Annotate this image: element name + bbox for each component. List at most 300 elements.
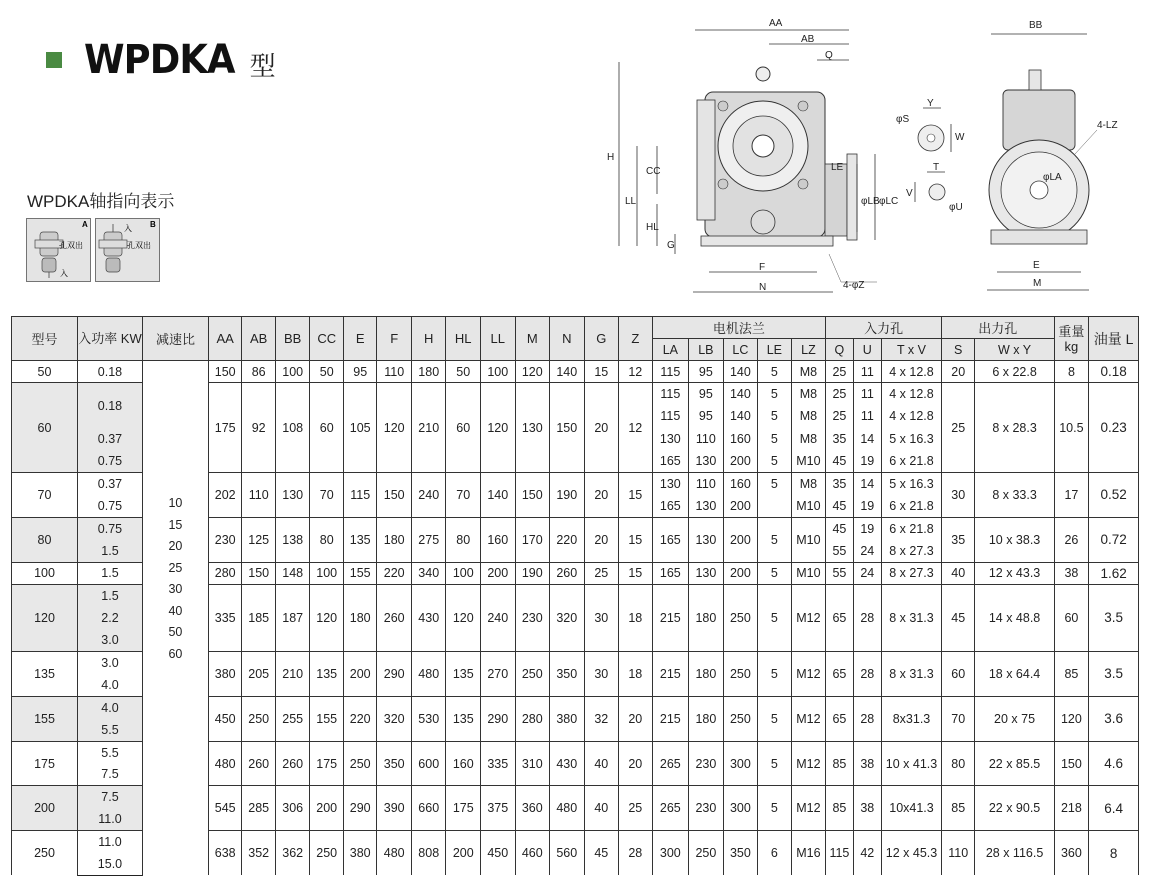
header-dim: LL (481, 317, 516, 361)
cell-oil: 1.62 (1089, 562, 1139, 584)
cell-input: 10 x 41.3 (882, 741, 942, 786)
cell-dim: 110 (377, 361, 412, 383)
cell-flange: M12 (791, 741, 826, 786)
cell-dim: 450 (481, 831, 516, 876)
cell-dim: 100 (481, 361, 516, 383)
cell-model: 70 (12, 472, 78, 517)
cell-oil: 3.5 (1089, 652, 1139, 697)
cell-input: 42 (853, 831, 881, 876)
cell-dim: 155 (310, 696, 344, 741)
cell-dim: 160 (481, 517, 516, 562)
cell-flange: 215 (652, 652, 689, 697)
cell-power: 5.5 (77, 741, 142, 763)
cell-dim: 50 (310, 361, 344, 383)
cell-dim: 306 (275, 786, 310, 831)
cell-power: 11.0 (77, 808, 142, 830)
cell-dim: 150 (208, 361, 242, 383)
cell-weight: 218 (1054, 786, 1089, 831)
cell-dim: 210 (275, 652, 310, 697)
cell-dim: 220 (550, 517, 585, 562)
cell-flange: 95 (689, 405, 724, 427)
cell-output: 14 x 48.8 (975, 584, 1054, 651)
cell-dim: 15 (584, 361, 619, 383)
cell-dim: 86 (242, 361, 276, 383)
cell-power: 3.0 (77, 652, 142, 674)
cell-flange: M12 (791, 584, 826, 651)
ratio-value: 60 (168, 646, 183, 661)
cell-flange: 5 (758, 584, 792, 651)
cell-flange: 180 (689, 652, 724, 697)
cell-dim: 280 (515, 696, 550, 741)
cell-flange: 115 (652, 361, 689, 383)
cell-dim: 430 (550, 741, 585, 786)
ratio-value: 30 (168, 582, 183, 596)
cell-power: 0.75 (77, 517, 142, 539)
cell-dim: 25 (584, 562, 619, 584)
ratio-value: 15 (168, 517, 183, 532)
spec-table-body (12, 361, 1139, 876)
cell-flange: 265 (652, 741, 689, 786)
header-flange-group: 电机法兰 (652, 317, 826, 339)
cell-dim: 20 (619, 741, 653, 786)
cell-flange: 5 (758, 361, 792, 383)
cell-dim: 205 (242, 652, 276, 697)
cell-output: 22 x 85.5 (975, 741, 1054, 786)
header-dim: AA (208, 317, 242, 361)
cell-input: 38 (853, 786, 881, 831)
cell-input: 65 (826, 652, 853, 697)
cell-dim: 352 (242, 831, 276, 876)
cell-flange: 5 (758, 517, 792, 562)
cell-power: 11.0 (77, 831, 142, 853)
cell-dim: 25 (619, 786, 653, 831)
cell-dim: 155 (343, 562, 377, 584)
cell-output: 8 x 33.3 (975, 472, 1054, 517)
cell-dim: 18 (619, 652, 653, 697)
cell-output: 12 x 43.3 (975, 562, 1054, 584)
cell-dim: 92 (242, 383, 276, 473)
shaft-direction-diagram (26, 218, 160, 282)
cell-dim: 187 (275, 584, 310, 651)
cell-input: 19 (853, 517, 881, 539)
dim-label-m: M (1033, 278, 1042, 289)
cell-dim: 320 (550, 584, 585, 651)
cell-flange: 200 (723, 517, 758, 562)
cell-flange: 265 (652, 786, 689, 831)
header-dim: N (550, 317, 585, 361)
cell-dim: 290 (481, 696, 516, 741)
cell-flange: 165 (652, 495, 689, 517)
cell-output: 22 x 90.5 (975, 786, 1054, 831)
cell-flange: 6 (758, 831, 792, 876)
cell-dim: 180 (377, 517, 412, 562)
cell-input: 4 x 12.8 (882, 361, 942, 383)
cell-dim: 135 (446, 696, 481, 741)
cell-weight: 85 (1054, 652, 1089, 697)
cell-flange: 130 (689, 517, 724, 562)
cell-dim: 260 (275, 741, 310, 786)
cell-output: 8 x 28.3 (975, 383, 1054, 473)
cell-output: 40 (941, 562, 975, 584)
cell-flange: 130 (689, 450, 724, 472)
cell-dim: 60 (446, 383, 481, 473)
dim-label-lz: 4-LZ (1097, 120, 1118, 131)
cell-power: 7.5 (77, 764, 142, 786)
cell-dim: 20 (619, 696, 653, 741)
cell-weight: 360 (1054, 831, 1089, 876)
cell-dim: 100 (446, 562, 481, 584)
cell-dim: 40 (584, 786, 619, 831)
cell-flange: M10 (791, 562, 826, 584)
cell-dim: 80 (446, 517, 481, 562)
title-suffix: 型 (249, 51, 276, 81)
cell-flange: 130 (652, 472, 689, 494)
cell-dim: 220 (343, 696, 377, 741)
cell-input: 28 (853, 652, 881, 697)
cell-input: 6 x 21.8 (882, 517, 942, 539)
cell-model: 135 (12, 652, 78, 697)
direction-tag-a: A (82, 220, 88, 229)
header-output-group: 出力孔 (941, 317, 1054, 339)
cell-dim: 120 (481, 383, 516, 473)
cell-dim: 202 (208, 472, 242, 517)
cell-power: 2.2 (77, 607, 142, 629)
cell-flange: 130 (689, 495, 724, 517)
header-power: 入功率 KW (77, 317, 142, 361)
cell-dim: 280 (208, 562, 242, 584)
cell-dim: 20 (584, 517, 619, 562)
dim-label-s: φS (896, 114, 910, 125)
cell-dim: 360 (515, 786, 550, 831)
dim-label-bb: BB (1029, 20, 1043, 31)
cell-dim: 175 (446, 786, 481, 831)
cell-dim: 12 (619, 383, 653, 473)
cell-flange: 230 (689, 786, 724, 831)
header-dim: AB (242, 317, 276, 361)
cell-dim: 20 (584, 472, 619, 517)
cell-model: 200 (12, 786, 78, 831)
cell-input: 5 x 16.3 (882, 428, 942, 450)
header-dim: BB (275, 317, 310, 361)
cell-weight: 8 (1054, 361, 1089, 383)
cell-dim: 220 (377, 562, 412, 584)
cell-flange: 110 (689, 472, 724, 494)
header-output: W x Y (975, 339, 1054, 361)
cell-flange: 5 (758, 428, 792, 450)
cell-dim: 255 (275, 696, 310, 741)
cell-input: 55 (826, 562, 853, 584)
cell-flange: 130 (689, 562, 724, 584)
cell-dim: 250 (343, 741, 377, 786)
cell-dim: 230 (208, 517, 242, 562)
cell-dim: 120 (515, 361, 550, 383)
cell-dim: 20 (584, 383, 619, 473)
cell-input: 8 x 31.3 (882, 652, 942, 697)
ratio-value: 50 (168, 625, 183, 639)
cell-power: 5.5 (77, 719, 142, 741)
cell-weight: 38 (1054, 562, 1089, 584)
cell-power: 1.5 (77, 540, 142, 562)
ratio-value: 10 (168, 496, 183, 510)
dim-label-hl: HL (646, 222, 659, 233)
cell-input: 10x41.3 (882, 786, 942, 831)
header-dim: M (515, 317, 550, 361)
cell-dim: 30 (584, 584, 619, 651)
cell-input: 8 x 31.3 (882, 584, 942, 651)
cell-power: 0.75 (77, 450, 142, 472)
cell-flange: 165 (652, 450, 689, 472)
cell-model: 155 (12, 696, 78, 741)
cell-weight: 10.5 (1054, 383, 1089, 473)
cell-flange: M10 (791, 450, 826, 472)
cell-dim: 170 (515, 517, 550, 562)
cell-output: 30 (941, 472, 975, 517)
cell-flange: 5 (758, 383, 792, 405)
cell-flange: M8 (791, 428, 826, 450)
cell-dim: 135 (446, 652, 481, 697)
cell-dim: 135 (343, 517, 377, 562)
cell-dim: 260 (242, 741, 276, 786)
cell-dim: 70 (310, 472, 344, 517)
cell-dim: 40 (584, 741, 619, 786)
cell-flange: 5 (758, 696, 792, 741)
cell-flange: M12 (791, 696, 826, 741)
cell-output: 10 x 38.3 (975, 517, 1054, 562)
cell-output: 70 (941, 696, 975, 741)
cell-output: 18 x 64.4 (975, 652, 1054, 697)
cell-flange: 130 (652, 428, 689, 450)
header-weight: 重量 kg (1054, 317, 1089, 361)
cell-input: 85 (826, 741, 853, 786)
cell-weight: 17 (1054, 472, 1089, 517)
cell-flange: 140 (723, 405, 758, 427)
cell-flange: M16 (791, 831, 826, 876)
cell-dim: 120 (310, 584, 344, 651)
dim-label-lb: φLB (861, 196, 880, 207)
cell-dim: 95 (343, 361, 377, 383)
cell-flange: 5 (758, 405, 792, 427)
cell-flange: 160 (723, 472, 758, 494)
cell-dim: 480 (550, 786, 585, 831)
direction-in-a: 入 (60, 269, 68, 278)
cell-dim: 530 (411, 696, 446, 741)
cell-dim: 180 (343, 584, 377, 651)
dim-label-g: G (667, 240, 675, 251)
cell-flange: M8 (791, 361, 826, 383)
cell-flange: 115 (652, 383, 689, 405)
cell-dim: 70 (446, 472, 481, 517)
cell-ratio (142, 361, 208, 876)
cell-input: 6 x 21.8 (882, 495, 942, 517)
cell-dim: 190 (550, 472, 585, 517)
cell-dim: 15 (619, 472, 653, 517)
cell-flange: 250 (689, 831, 724, 876)
cell-input: 24 (853, 562, 881, 584)
cell-dim: 350 (377, 741, 412, 786)
header-dim: F (377, 317, 412, 361)
cell-dim: 105 (343, 383, 377, 473)
cell-dim: 450 (208, 696, 242, 741)
cell-dim: 240 (481, 584, 516, 651)
cell-dim: 175 (208, 383, 242, 473)
cell-power: 15.0 (77, 853, 142, 875)
cell-dim: 100 (310, 562, 344, 584)
cell-flange: M12 (791, 652, 826, 697)
cell-flange: 180 (689, 696, 724, 741)
cell-input: 14 (853, 428, 881, 450)
side-view (987, 34, 1097, 290)
cell-input: 11 (853, 405, 881, 427)
cell-input: 65 (826, 696, 853, 741)
cell-dim: 150 (515, 472, 550, 517)
cell-input: 8 x 27.3 (882, 540, 942, 562)
cell-dim: 270 (481, 652, 516, 697)
cell-flange: M12 (791, 786, 826, 831)
dim-label-aa: AA (769, 18, 783, 29)
cell-flange: 200 (723, 562, 758, 584)
cell-oil: 3.5 (1089, 584, 1139, 651)
cell-output: 80 (941, 741, 975, 786)
cell-input: 12 x 45.3 (882, 831, 942, 876)
cell-dim: 190 (515, 562, 550, 584)
cell-model: 250 (12, 831, 78, 876)
cell-dim: 310 (515, 741, 550, 786)
cell-power: 1.5 (77, 584, 142, 606)
cell-dim: 380 (208, 652, 242, 697)
cell-dim: 480 (208, 741, 242, 786)
cell-dim: 480 (377, 831, 412, 876)
cell-dim: 230 (515, 584, 550, 651)
cell-input: 85 (826, 786, 853, 831)
dim-label-e: E (1033, 260, 1040, 271)
cell-dim: 200 (310, 786, 344, 831)
cell-dim: 110 (242, 472, 276, 517)
cell-flange: 5 (758, 741, 792, 786)
cell-flange: 180 (689, 584, 724, 651)
cell-dim: 135 (310, 652, 344, 697)
cell-output: 20 (941, 361, 975, 383)
cell-dim: 125 (242, 517, 276, 562)
cell-input: 38 (853, 741, 881, 786)
cell-input: 8 x 27.3 (882, 562, 942, 584)
cell-output: 20 x 75 (975, 696, 1054, 741)
cell-dim: 285 (242, 786, 276, 831)
cell-dim: 180 (411, 361, 446, 383)
cell-model: 50 (12, 361, 78, 383)
cell-input: 35 (826, 472, 853, 494)
cell-flange: 95 (689, 383, 724, 405)
cell-dim: 15 (619, 517, 653, 562)
cell-input: 25 (826, 383, 853, 405)
cell-dim: 210 (411, 383, 446, 473)
cell-flange: 115 (652, 405, 689, 427)
cell-dim: 200 (446, 831, 481, 876)
dim-label-w: W (955, 132, 965, 143)
table-row (12, 361, 1139, 383)
cell-dim: 80 (310, 517, 344, 562)
cell-flange: 300 (652, 831, 689, 876)
cell-flange: 200 (723, 450, 758, 472)
cell-input: 25 (826, 405, 853, 427)
cell-input: 5 x 16.3 (882, 472, 942, 494)
dim-label-q: Q (825, 50, 833, 61)
cell-dim: 120 (446, 584, 481, 651)
dimension-drawing (605, 14, 1145, 304)
cell-dim: 660 (411, 786, 446, 831)
cell-dim: 18 (619, 584, 653, 651)
front-view (697, 67, 857, 246)
cell-flange: 350 (723, 831, 758, 876)
cell-input: 115 (826, 831, 853, 876)
cell-oil: 4.6 (1089, 741, 1139, 786)
cell-dim: 200 (343, 652, 377, 697)
cell-dim: 185 (242, 584, 276, 651)
direction-label-a: 孔双出 (59, 241, 83, 250)
cell-input: 28 (853, 584, 881, 651)
cell-flange: 250 (723, 584, 758, 651)
cell-dim: 480 (411, 652, 446, 697)
cell-dim: 175 (310, 741, 344, 786)
cell-input: 35 (826, 428, 853, 450)
dim-label-cc: CC (646, 166, 661, 177)
shaft-detail (915, 108, 951, 202)
cell-dim: 250 (310, 831, 344, 876)
header-input: U (853, 339, 881, 361)
dim-label-t: T (933, 162, 940, 173)
cell-oil: 6.4 (1089, 786, 1139, 831)
cell-output: 6 x 22.8 (975, 361, 1054, 383)
dim-label-lc: φLC (879, 196, 899, 207)
header-flange: LZ (791, 339, 826, 361)
header-oil: 油量 L (1089, 317, 1139, 361)
cell-dim: 390 (377, 786, 412, 831)
cell-flange: 250 (723, 696, 758, 741)
cell-input: 45 (826, 495, 853, 517)
direction-label-b: 孔双出 (127, 241, 151, 250)
cell-dim: 335 (208, 584, 242, 651)
cell-oil: 0.72 (1089, 517, 1139, 562)
cell-flange: 300 (723, 741, 758, 786)
cell-flange: 5 (758, 786, 792, 831)
header-dim: CC (310, 317, 344, 361)
cell-dim: 160 (446, 741, 481, 786)
cell-flange: 165 (652, 562, 689, 584)
spec-table (11, 316, 1139, 876)
cell-dim: 375 (481, 786, 516, 831)
cell-flange: 110 (689, 428, 724, 450)
cell-dim: 430 (411, 584, 446, 651)
cell-output: 60 (941, 652, 975, 697)
header-dim: H (411, 317, 446, 361)
cell-dim: 60 (310, 383, 344, 473)
dim-label-la: φLA (1043, 172, 1062, 183)
header-model: 型号 (12, 317, 78, 361)
cell-dim: 15 (619, 562, 653, 584)
cell-input: 45 (826, 450, 853, 472)
cell-flange: 95 (689, 361, 724, 383)
cell-dim: 130 (275, 472, 310, 517)
cell-dim: 320 (377, 696, 412, 741)
cell-power: 7.5 (77, 786, 142, 808)
cell-dim: 50 (446, 361, 481, 383)
cell-dim: 28 (619, 831, 653, 876)
cell-dim: 108 (275, 383, 310, 473)
ratio-value: 20 (168, 539, 183, 553)
cell-input: 11 (853, 361, 881, 383)
header-dim: HL (446, 317, 481, 361)
header-input: Q (826, 339, 853, 361)
cell-power: 0.75 (77, 495, 142, 517)
